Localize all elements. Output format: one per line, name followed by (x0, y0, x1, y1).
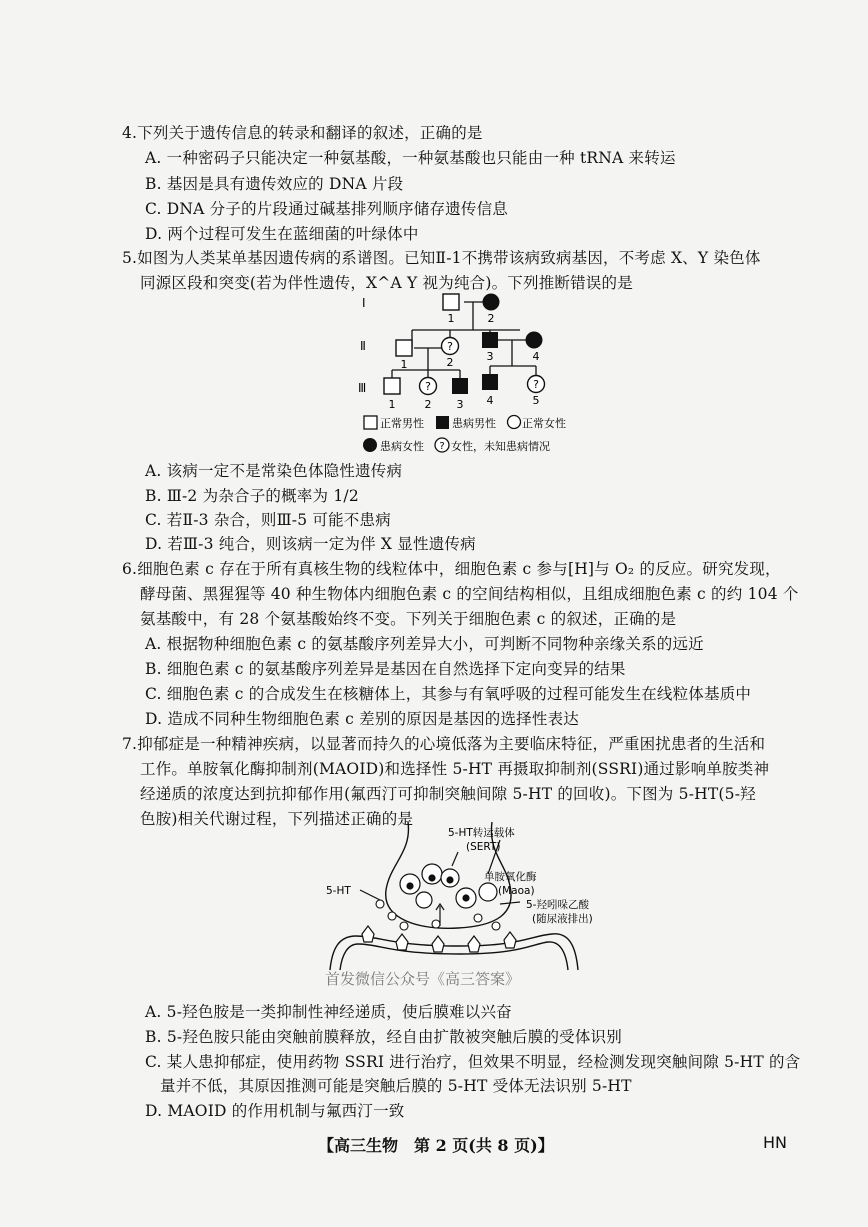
individual-number: 3 (486, 350, 494, 363)
q6-stem-line2: 酵母菌、黑猩猩等 40 种生物体内细胞色素 c 的空间结构相似，且组成细胞色素 c 的约 104 个 (140, 585, 799, 603)
pedigree-I-2-affected-female (483, 294, 500, 311)
q6-option-b: B. 细胞色素 c 的氨基酸序列差异是基因在自然选择下定向变异的结果 (145, 660, 626, 678)
individual-number: 2 (446, 356, 454, 369)
q5-stem-line2: 同源区段和突变(若为伴性遗传，X^A Y 视为纯合)。下列推断错误的是 (140, 274, 633, 292)
q7-option-b: B. 5-羟色胺只能由突触前膜释放，经自由扩散被突触后膜的受体识别 (145, 1028, 622, 1046)
q4-option-a: A. 一种密码子只能决定一种氨基酸，一种氨基酸也只能由一种 tRNA 来转运 (145, 149, 676, 167)
unknown-mark: ? (447, 340, 453, 353)
q7-option-c-cont: 量并不低，其原因推测可能是突触后膜的 5-HT 受体无法识别 5-HT (160, 1077, 632, 1095)
individual-number: 2 (424, 398, 432, 411)
q4-option-b: B. 基因是具有遗传效应的 DNA 片段 (145, 175, 404, 193)
q7-stem-line2: 工作。单胺氧化酶抑制剂(MAOID)和选择性 5-HT 再摄取抑制剂(SSRI)通过影响单胺类神 (140, 760, 770, 778)
legend-affected-male-symbol (436, 416, 449, 429)
individual-number: 4 (532, 350, 540, 363)
q7-option-a: A. 5-羟色胺是一类抑制性神经递质，使后膜难以兴奋 (145, 1003, 512, 1021)
pedigree-III-3-affected-male (452, 378, 468, 394)
maoa-abbrev-label: (Maoa) (498, 885, 535, 897)
q6-stem-line3: 氨基酸中，有 28 个氨基酸始终不变。下列关于细胞色素 c 的叙述，正确的是 (140, 610, 677, 628)
q5-option-c: C. 若Ⅱ-3 杂合，则Ⅲ-5 可能不患病 (145, 511, 391, 529)
legend-normal-male-symbol (364, 416, 377, 429)
q6-option-a: A. 根据物种细胞色素 c 的氨基酸序列差异大小，可判断不同物种亲缘关系的远近 (145, 635, 704, 653)
individual-number: 2 (487, 312, 495, 325)
individual-number: 4 (486, 394, 494, 407)
q6-option-c: C. 细胞色素 c 的合成发生在核糖体上，其参与有氧呼吸的过程可能发生在线粒体基质中 (145, 685, 752, 703)
q7-stem-line4: 色胺)相关代谢过程，下列描述正确的是 (140, 810, 414, 828)
q5-stem-line1: 5.如图为人类某单基因遗传病的系谱图。已知Ⅱ-1不携带该病致病基因，不考虑 X、Y 染色体 (122, 249, 761, 267)
individual-number: 1 (447, 312, 455, 325)
pedigree-diagram (350, 288, 600, 460)
individual-number: 1 (388, 398, 396, 411)
generation-label: Ⅰ (362, 296, 366, 310)
q4-stem: 4.下列关于遗传信息的转录和翻译的叙述，正确的是 (122, 124, 483, 142)
individual-number: 3 (456, 398, 464, 411)
unknown-mark: ? (533, 378, 539, 391)
individual-number: 5 (532, 394, 540, 407)
pedigree-I-1-normal-male (443, 294, 459, 310)
q6-option-d: D. 造成不同种生物细胞色素 c 差别的原因是基因的选择性表达 (145, 710, 579, 728)
product-label: 5-羟吲哚乙酸 (526, 899, 589, 911)
pedigree-II-4-affected-female (526, 332, 543, 349)
unknown-mark: ? (425, 380, 431, 393)
q5-option-d: D. 若Ⅲ-3 纯合，则该病一定为伴 X 显性遗传病 (145, 535, 476, 553)
q7-option-d: D. MAOID 的作用机制与氟西汀一致 (145, 1102, 405, 1120)
q6-stem-line1: 6.细胞色素 c 存在于所有真核生物的线粒体中，细胞色素 c 参与[H]与 O₂ 的反应。研究发现， (122, 560, 781, 578)
pedigree-III-4-affected-male (482, 374, 498, 390)
unknown-mark: ? (439, 441, 445, 452)
q7-option-c: C. 某人患抑郁症，使用药物 SSRI 进行治疗，但效果不明显，经检测发现突触间隙 5-HT 的含 (145, 1053, 801, 1071)
region-code: HN (763, 1133, 787, 1152)
individual-number: 1 (400, 358, 408, 371)
legend-unknown-female: 女性，未知患病情况 (451, 440, 550, 453)
generation-label: Ⅲ (358, 381, 367, 395)
legend-normal-female: 正常女性 (522, 417, 566, 430)
legend-affected-female-symbol (363, 438, 377, 452)
maoa-label: 单胺氧化酶 (484, 871, 537, 883)
page-footer: 【高三生物 第 2 页(共 8 页)】 (318, 1136, 554, 1155)
synapse-diagram (320, 822, 620, 972)
pedigree-II-1-normal-male (396, 340, 412, 356)
pedigree-III-1-normal-male (384, 378, 400, 394)
legend-affected-male: 患病男性 (452, 417, 496, 430)
q4-option-c: C. DNA 分子的片段通过碱基排列顺序储存遗传信息 (145, 200, 508, 218)
generation-label: Ⅱ (360, 339, 366, 353)
q4-option-d: D. 两个过程可发生在蓝细菌的叶绿体中 (145, 225, 419, 243)
sert-label: 5-HT转运载体 (448, 827, 515, 839)
q7-stem-line1: 7.抑郁症是一种精神疾病，以显著而持久的心境低落为主要临床特征，严重困扰患者的生活和 (122, 735, 766, 753)
watermark-text: 首发微信公众号《高三答案》 (325, 970, 521, 988)
ht-label: 5-HT (326, 885, 351, 897)
legend-normal-male: 正常男性 (380, 417, 424, 430)
legend-affected-female: 患病女性 (380, 440, 424, 453)
q7-stem-line3: 经递质的浓度达到抗抑郁作用(氟西汀可抑制突触间隙 5-HT 的回收)。下图为 5-HT(5-羟 (140, 785, 756, 803)
sert-abbrev-label: (SERT) (466, 841, 501, 853)
pedigree-II-3-affected-male (482, 332, 498, 348)
legend-normal-female-symbol (508, 416, 521, 429)
q5-option-a: A. 该病一定不是常染色体隐性遗传病 (145, 462, 403, 480)
product-note-label: (随尿液排出) (532, 913, 593, 925)
q5-option-b: B. Ⅲ-2 为杂合子的概率为 1/2 (145, 487, 359, 505)
